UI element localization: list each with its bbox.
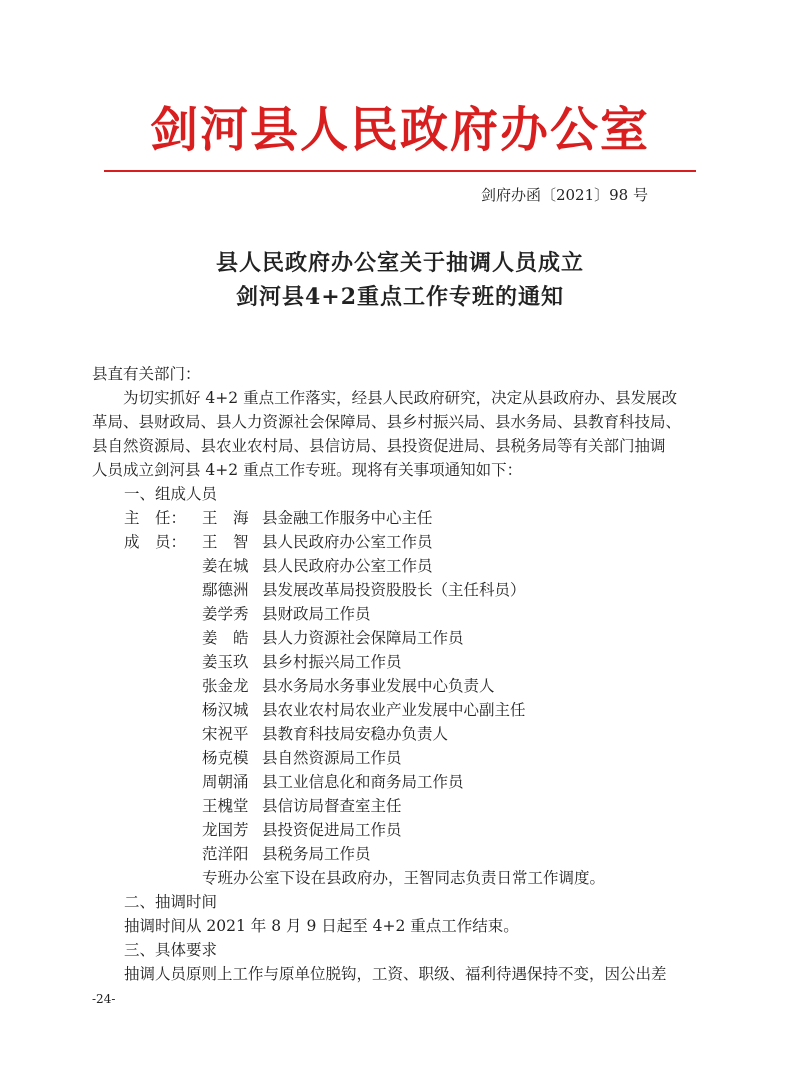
member-row bbox=[0, 794, 800, 818]
member-row bbox=[0, 842, 800, 866]
member-post: 县水务局水务事业发展中心负责人 bbox=[262, 677, 495, 695]
member-row bbox=[0, 578, 800, 602]
member-post: 县发展改革局投资股股长（主任科员） bbox=[262, 581, 526, 599]
issuer-header-title: 剑河县人民政府办公室 bbox=[149, 102, 650, 158]
member-row bbox=[0, 626, 800, 650]
member-row bbox=[0, 650, 800, 674]
member-post: 县信访局督查室主任 bbox=[262, 797, 402, 815]
document-title-line-1: 县人民政府办公室关于抽调人员成立 bbox=[215, 250, 584, 276]
document-title-line-2: 剑河县4+2重点工作专班的通知 bbox=[235, 284, 565, 310]
leader-row bbox=[0, 506, 800, 530]
member-name: 王 智 bbox=[202, 533, 249, 551]
member-row bbox=[0, 674, 800, 698]
member-row bbox=[0, 722, 800, 746]
section-heading-requirements: 三、具体要求 bbox=[124, 941, 218, 959]
member-name: 范洋阳 bbox=[202, 845, 249, 863]
member-name: 姜在城 bbox=[202, 557, 249, 575]
member-post: 县人力资源社会保障局工作员 bbox=[262, 629, 464, 647]
member-row bbox=[0, 554, 800, 578]
intro-line: 革局、县财政局、县人力资源社会保障局、县乡村振兴局、县水务局、县教育科技局、 bbox=[92, 413, 682, 431]
leader-name: 王 海 bbox=[202, 509, 249, 527]
member-post: 县自然资源局工作员 bbox=[262, 749, 402, 767]
secondment-period-text: 抽调时间从 2021 年 8 月 9 日起至 4+2 重点工作结束。 bbox=[124, 917, 519, 935]
member-post: 县人民政府办公室工作员 bbox=[262, 557, 433, 575]
requirements-text: 抽调人员原则上工作与原单位脱钩，工资、职级、福利待遇保持不变，因公出差 bbox=[124, 965, 667, 983]
leader-post: 县金融工作服务中心主任 bbox=[262, 509, 433, 527]
member-name: 杨汉城 bbox=[202, 701, 249, 719]
member-name: 王槐堂 bbox=[202, 797, 249, 815]
member-name: 姜学秀 bbox=[202, 605, 249, 623]
member-name: 杨克模 bbox=[202, 749, 249, 767]
member-post: 县人民政府办公室工作员 bbox=[262, 533, 433, 551]
member-post: 县教育科技局安稳办负责人 bbox=[262, 725, 449, 743]
leader-role-label: 主 任： bbox=[124, 509, 187, 527]
member-post: 县乡村振兴局工作员 bbox=[262, 653, 402, 671]
member-row bbox=[0, 746, 800, 770]
member-name: 姜玉玖 bbox=[202, 653, 249, 671]
member-name: 鄢德洲 bbox=[202, 581, 249, 599]
members-role-label: 成 员： bbox=[124, 533, 187, 551]
member-row bbox=[0, 602, 800, 626]
section-heading-secondment-period: 二、抽调时间 bbox=[124, 893, 218, 911]
member-post: 县工业信息化和商务局工作员 bbox=[262, 773, 464, 791]
member-post: 县农业农村局农业产业发展中心副主任 bbox=[262, 701, 526, 719]
member-name: 宋祝平 bbox=[202, 725, 249, 743]
member-row bbox=[0, 770, 800, 794]
member-name: 龙国芳 bbox=[202, 821, 249, 839]
member-name: 姜 皓 bbox=[202, 629, 249, 647]
member-name: 周朝涌 bbox=[202, 773, 249, 791]
member-row bbox=[0, 698, 800, 722]
page-number: -24- bbox=[92, 992, 116, 1006]
member-post: 县投资促进局工作员 bbox=[262, 821, 402, 839]
office-note: 专班办公室下设在县政府办，王智同志负责日常工作调度。 bbox=[202, 869, 606, 887]
member-post: 县财政局工作员 bbox=[262, 605, 371, 623]
member-row bbox=[0, 818, 800, 842]
member-row bbox=[0, 530, 800, 554]
member-post: 县税务局工作员 bbox=[262, 845, 371, 863]
header-red-rule bbox=[104, 170, 696, 172]
intro-line: 为切实抓好 4+2 重点工作落实，经县人民政府研究，决定从县政府办、县发展改 bbox=[92, 389, 678, 407]
salutation: 县直有关部门： bbox=[92, 365, 201, 383]
section-heading-members: 一、组成人员 bbox=[124, 485, 218, 503]
member-name: 张金龙 bbox=[202, 677, 249, 695]
document-number: 剑府办函〔2021〕98 号 bbox=[480, 186, 648, 204]
intro-line: 人员成立剑河县 4+2 重点工作专班。现将有关事项通知如下： bbox=[92, 461, 523, 479]
intro-line: 县自然资源局、县农业农村局、县信访局、县投资促进局、县税务局等有关部门抽调 bbox=[92, 437, 666, 455]
